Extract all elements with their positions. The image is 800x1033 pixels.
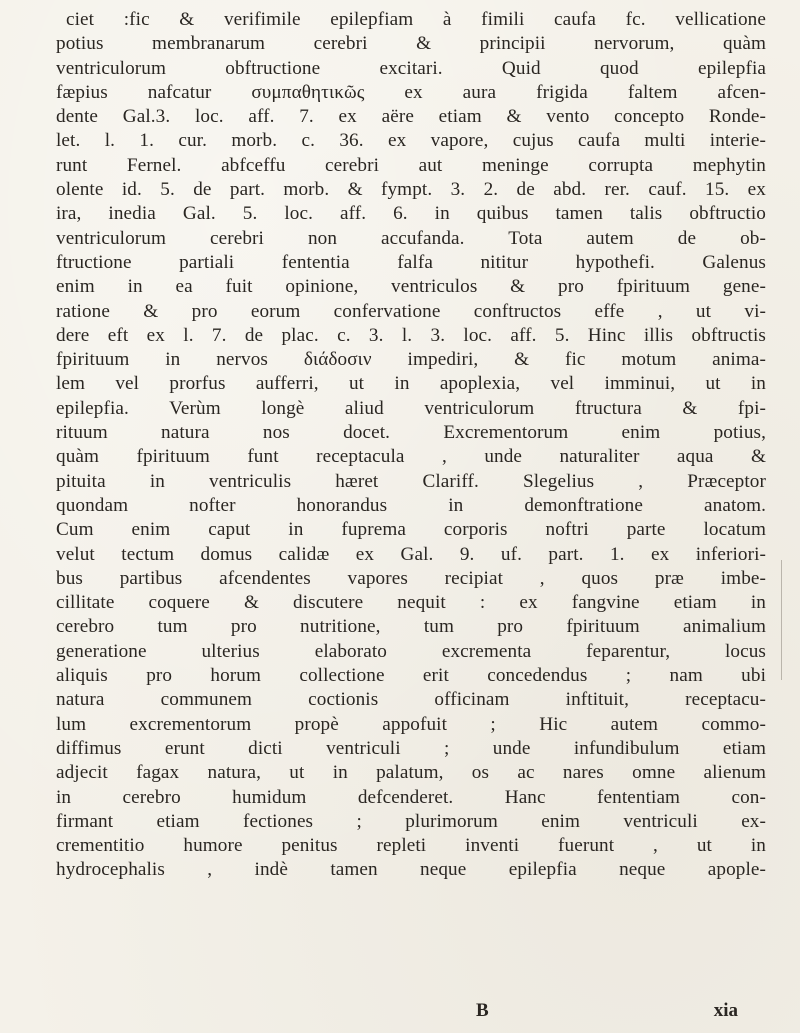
text-line: firmant etiam fectiones ; plurimorum enim ventriculi ex- <box>56 810 766 832</box>
text-line: let. l. 1. cur. morb. c. 36. ex vapore, cujus caufa multi interie- <box>56 130 766 152</box>
text-line: ftructione partiali fententia falfa nititur hypothefi. Galenus <box>56 251 766 273</box>
text-line: aliquis pro horum collectione erit concedendus ; nam ubi <box>56 665 766 687</box>
text-line: cerebro tum pro nutritione, tum pro fpirituum animalium <box>56 616 766 638</box>
catchword: xia <box>713 1000 738 1021</box>
text-line: hydrocephalis , indè tamen neque epilepfia neque apople- <box>56 859 766 881</box>
text-line: adjecit fagax natura, ut in palatum, os ac nares omne alienum <box>56 762 766 784</box>
text-line: generatione ulterius elaborato excrementa feparentur, locus <box>56 640 766 662</box>
text-line: ventriculorum obftructione excitari. Quid quod epilepfia <box>56 57 766 79</box>
text-line: fpirituum in nervos διάδοσιν impediri, & fic motum anima- <box>56 349 766 371</box>
text-line: fæpius nafcatur συμπαθητικῶς ex aura frigida faltem afcen- <box>56 81 766 103</box>
text-line: Cum enim caput in fuprema corporis noftri parte locatum <box>56 519 766 541</box>
text-line: potius membranarum cerebri & principii nervorum, quàm <box>56 33 766 55</box>
text-line: pituita in ventriculis hæret Clariff. Slegelius , Præceptor <box>56 470 766 492</box>
text-line: ciet :fic & verifimile epilepfiam à fimili caufa fc. vellicatione <box>66 9 766 30</box>
text-line: lum excrementorum propè appofuit ; Hic autem commo- <box>56 713 766 735</box>
text-line: quàm fpirituum funt receptacula , unde naturaliter aqua & <box>56 446 766 468</box>
text-line: velut tectum domus calidæ ex Gal. 9. uf. part. 1. ex inferiori- <box>56 543 766 565</box>
text-line: natura communem coctionis officinam inftituit, receptacu- <box>56 689 766 711</box>
text-line: dere eft ex l. 7. de plac. c. 3. l. 3. loc. aff. 5. Hinc illis obftructis <box>56 324 766 346</box>
text-line: epilepfia. Verùm longè aliud ventriculorum ftructura & fpi- <box>56 397 766 419</box>
page-footer <box>56 1000 766 1026</box>
signature-mark: B <box>476 1000 489 1021</box>
text-line: cillitate coquere & discutere nequit : ex fangvine etiam in <box>56 592 766 614</box>
text-line: enim in ea fuit opinione, ventriculos & pro fpirituum gene- <box>56 276 766 298</box>
right-page-edge-shadow <box>781 560 782 680</box>
text-line: in cerebro humidum defcenderet. Hanc fententiam con- <box>56 786 766 808</box>
text-line: runt Fernel. abfceffu cerebri aut meninge corrupta mephytin <box>56 154 766 176</box>
text-line: dente Gal.3. loc. aff. 7. ex aëre etiam & vento concepto Ronde- <box>56 106 766 128</box>
text-line: bus partibus afcendentes vapores recipiat , quos præ imbe- <box>56 567 766 589</box>
text-line: ratione & pro eorum confervatione conftructos effe , ut vi- <box>56 300 766 322</box>
body-text <box>56 8 766 883</box>
text-line: lem vel prorfus aufferri, ut in apoplexia, vel imminui, ut in <box>56 373 766 395</box>
text-line: rituum natura nos docet. Excrementorum enim potius, <box>56 422 766 444</box>
text-line: crementitio humore penitus repleti inventi fuerunt , ut in <box>56 835 766 857</box>
text-line: quondam nofter honorandus in demonftratione anatom. <box>56 494 766 516</box>
text-line: olente id. 5. de part. morb. & fympt. 3. 2. de abd. rer. cauf. 15. ex <box>56 179 766 201</box>
text-line: diffimus erunt dicti ventriculi ; unde infundibulum etiam <box>56 737 766 759</box>
text-line: ira, inedia Gal. 5. loc. aff. 6. in quibus tamen talis obftructio <box>56 203 766 225</box>
text-line: ventriculorum cerebri non accufanda. Tota autem de ob- <box>56 227 766 249</box>
